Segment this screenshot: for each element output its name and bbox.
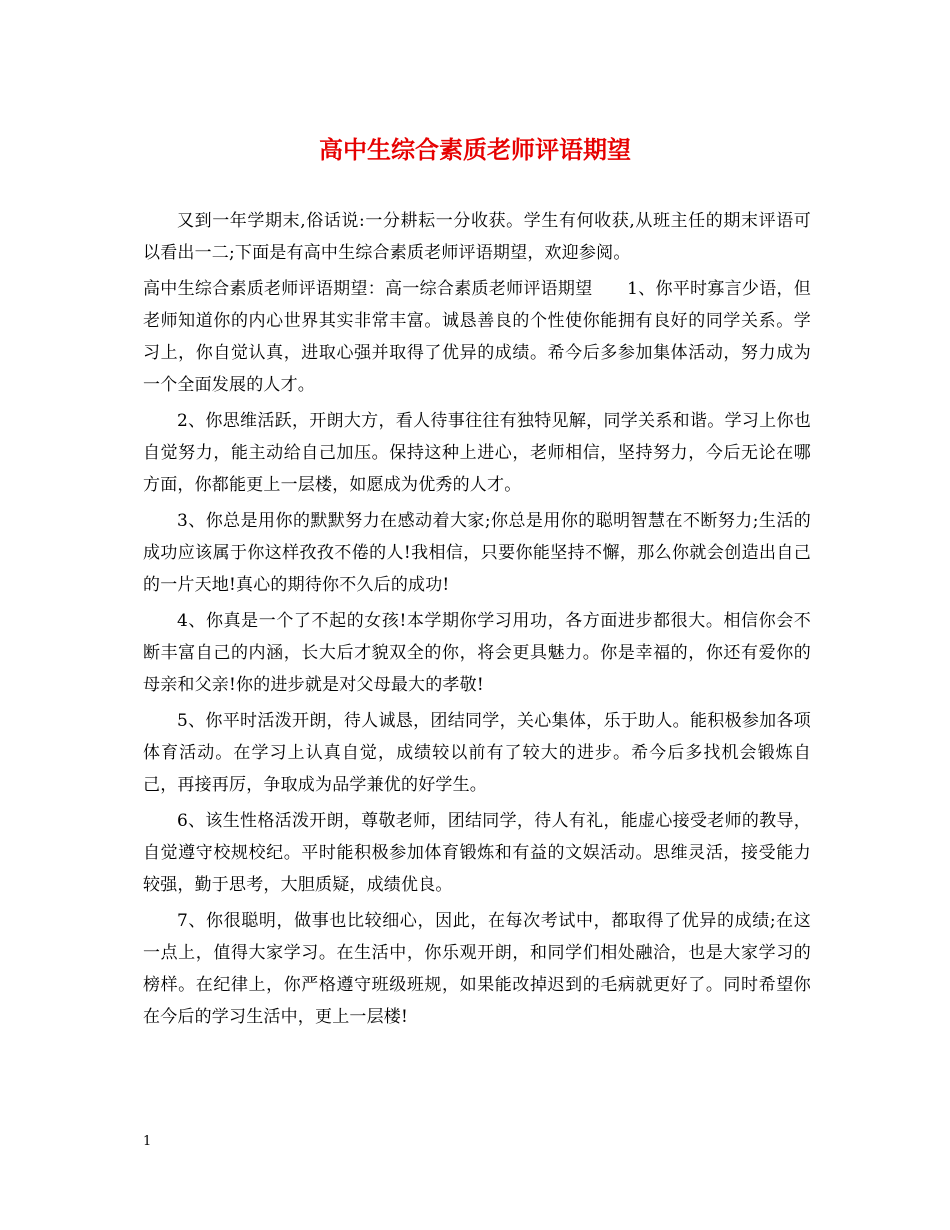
comment-paragraph-7: 7、你很聪明，做事也比较细心，因此，在每次考试中，都取得了优异的成绩;在这一点上，值得大家学习。在生活中，你乐观开朗，和同学们相处融洽，也是大家学习的榜样。在纪律上，你严格遵守班级班规，如果能改掉迟到的毛病就更好了。同时希望你在今后的学习生活中，更上一层楼! xyxy=(143,911,811,1027)
comment-paragraph-4: 4、你真是一个了不起的女孩!本学期你学习用功，各方面进步都很大。相信你会不断丰富自己的内涵，长大后才貌双全的你，将会更具魅力。你是幸福的，你还有爱你的母亲和父亲!你的进步就是对父母最大的孝敬! xyxy=(143,611,811,695)
comment-paragraph-1: 高中生综合素质老师评语期望：高一综合素质老师评语期望 1、你平时寡言少语，但老师知道你的内心世界其实非常丰富。诚恳善良的个性使你能拥有良好的同学关系。学习上，你自觉认真，进取心强并取得了优异的成绩。希今后多参加集体活动，努力成为一个全面发展的人才。 xyxy=(143,279,811,395)
comment-paragraph-2: 2、你思维活跃，开朗大方，看人待事往往有独特见解，同学关系和谐。学习上你也自觉努力，能主动给自己加压。保持这种上进心，老师相信，坚持努力，今后无论在哪方面，你都能更上一层楼，如愿成为优秀的人才。 xyxy=(143,411,811,495)
intro-paragraph: 又到一年学期末,俗话说:一分耕耘一分收获。学生有何收获,从班主任的期末评语可以看出一二;下面是有高中生综合素质老师评语期望，欢迎参阅。 xyxy=(143,211,811,263)
comment-paragraph-6: 6、该生性格活泼开朗，尊敬老师，团结同学，待人有礼，能虚心接受老师的教导，自觉遵守校规校纪。平时能积极参加体育锻炼和有益的文娱活动。思维灵活，接受能力较强，勤于思考，大胆质疑，成绩优良。 xyxy=(143,811,811,895)
comment-paragraph-5: 5、你平时活泼开朗，待人诚恳，团结同学，关心集体，乐于助人。能积极参加各项体育活动。在学习上认真自觉，成绩较以前有了较大的进步。希今后多找机会锻炼自己，再接再厉，争取成为品学兼优的好学生。 xyxy=(143,711,811,795)
document-body xyxy=(143,205,811,1037)
page-number: 1 xyxy=(143,1134,152,1149)
comment-paragraph-3: 3、你总是用你的默默努力在感动着大家;你总是用你的聪明智慧在不断努力;生活的成功应该属于你这样孜孜不倦的人!我相信，只要你能坚持不懈，那么你就会创造出自己的一片天地!真心的期待你不久后的成功! xyxy=(143,511,811,595)
document-title: 高中生综合素质老师评语期望 xyxy=(319,135,631,164)
